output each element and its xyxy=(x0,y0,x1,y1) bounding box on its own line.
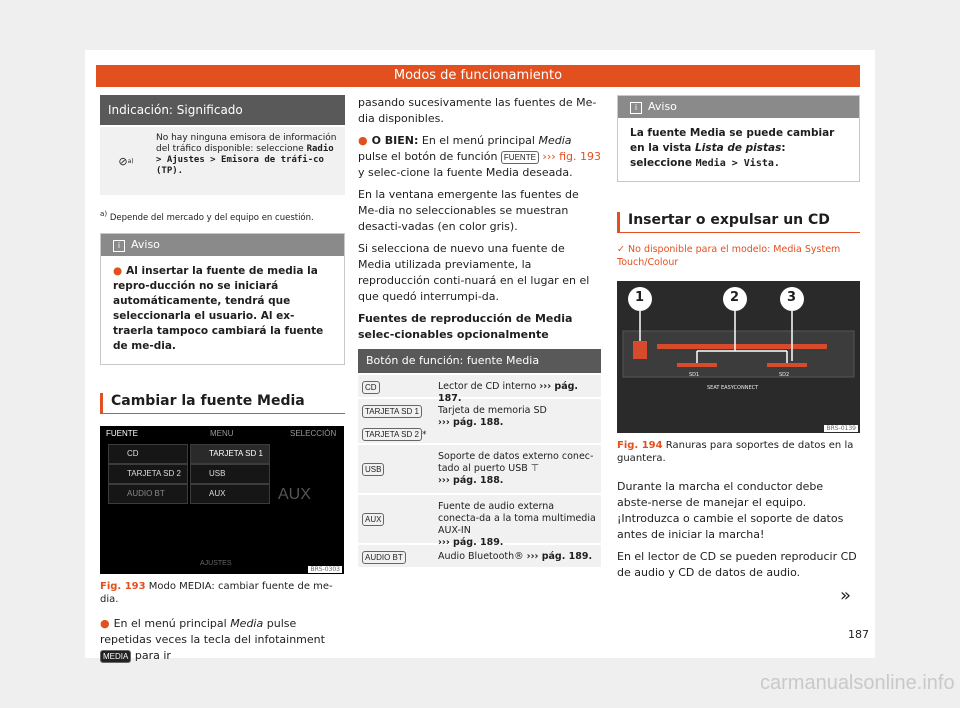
para-text-c: para ir xyxy=(134,648,171,662)
brand-label: SEAT EASYCONNECT xyxy=(707,385,759,391)
check-icon: ✓ xyxy=(617,244,625,255)
aviso-text: Al insertar la fuente de media la repro-ducción no se iniciará automáticamente, tendrá que seleccionarla el usuario. Al ex-traerla tampoco cambiará la fuente de me-dia. xyxy=(113,264,324,352)
indicator-text: No hay ninguna emisora de información del tráfico disponible: seleccione xyxy=(156,133,337,154)
row-text: Lector de CD interno xyxy=(438,381,537,392)
audio-bt-key: AUDIO BT xyxy=(362,551,406,564)
source-sd2 xyxy=(108,464,188,484)
bullet-icon: ● xyxy=(358,134,368,147)
row-text: Audio Bluetooth® xyxy=(438,551,524,562)
indicator-table-row xyxy=(100,127,345,195)
watermark: carmanualsonline.info xyxy=(760,672,955,694)
desc-cell xyxy=(434,445,601,493)
desc-cell xyxy=(434,399,601,443)
row-ref[interactable]: ››› pág. 187. xyxy=(438,381,579,404)
figure-media-screen xyxy=(100,426,344,574)
aviso-box xyxy=(100,233,345,365)
traffic-off-icon: ⊘ xyxy=(118,154,128,168)
sd1-key: TARJETA SD 1 xyxy=(362,405,422,418)
aviso-title: Aviso xyxy=(648,100,677,113)
row-text: Soporte de datos externo conec-tado al puerto USB xyxy=(438,451,594,474)
footnote-text: Depende del mercado y del equipo en cuestión. xyxy=(109,212,314,223)
row-text: Fuente de audio externa conecta-da a la toma multimedia AUX-IN xyxy=(438,501,596,536)
paragraph-1: Durante la marcha el conductor debe abste-nerse de manejar el equipo. ¡Introduzca o cambie el soporte de datos antes de iniciar la marcha! xyxy=(617,480,844,541)
media-key-icon: MEDIA xyxy=(100,650,131,663)
para-text-a: En el menú principal xyxy=(113,616,227,630)
key-cell xyxy=(358,445,434,493)
indicator-meaning xyxy=(152,127,345,195)
callout-3: 3 xyxy=(787,290,797,305)
tab-menu: MENU xyxy=(210,428,234,438)
figure-glovebox-slots xyxy=(617,281,860,433)
aviso-header xyxy=(618,96,859,118)
no-traffic-indicator xyxy=(100,127,152,195)
o-bien: O BIEN: xyxy=(371,134,419,147)
fuente-key: FUENTE xyxy=(501,151,539,164)
figure-caption xyxy=(100,580,345,606)
indicator-menu-path: Radio > Ajustes > Emisora de tráfi-co (TP). xyxy=(156,144,334,176)
table-row xyxy=(358,495,601,548)
key-cell xyxy=(358,545,434,567)
p2-text-c: y selec-cione la fuente Media deseada. xyxy=(358,166,573,179)
desc-cell xyxy=(434,545,601,567)
row-ref[interactable]: ››› pág. 189. xyxy=(526,551,593,562)
page-number: 187 xyxy=(848,628,869,641)
tab-fuente: FUENTE xyxy=(106,428,138,438)
sd2-key: TARJETA SD 2 xyxy=(362,428,422,441)
source-aux xyxy=(190,484,270,504)
figure-number: Fig. 194 xyxy=(617,440,663,451)
source-cd xyxy=(108,444,188,464)
key-cell xyxy=(358,375,434,397)
slot-sd2-label: SD2 xyxy=(779,372,790,378)
aviso-header xyxy=(101,234,344,256)
bullet-icon: ● xyxy=(100,616,110,630)
continue-arrow: » xyxy=(840,585,852,606)
aviso-title: Aviso xyxy=(131,237,160,251)
slot-sd1-label: SD1 xyxy=(689,372,700,378)
row-ref[interactable]: ››› pág. 189. xyxy=(438,537,504,548)
aviso-body xyxy=(101,256,344,364)
current-source-label: AUX xyxy=(278,485,311,503)
source-sd2-label: TARJETA SD 2 xyxy=(127,468,181,478)
aviso-text-b: : seleccione xyxy=(630,142,786,169)
tab-seleccion: SELECCIÓN xyxy=(290,428,337,438)
info-icon: i xyxy=(630,102,642,114)
usb-icon: ⊤ xyxy=(530,463,540,474)
key-cell xyxy=(358,399,434,443)
source-usb xyxy=(190,464,270,484)
para-media: Media xyxy=(230,616,264,630)
page-header: Modos de funcionamiento xyxy=(96,65,860,87)
table-row xyxy=(358,545,601,567)
desc-cell xyxy=(434,495,601,548)
info-icon: i xyxy=(113,240,125,252)
source-table xyxy=(358,349,601,567)
figure-id: BRS-0303 xyxy=(310,565,340,573)
aviso-text-a: La fuente Media se puede cambiar en la vista xyxy=(630,127,835,154)
aviso-box xyxy=(617,95,860,182)
model-note xyxy=(617,243,860,269)
usb-key: USB xyxy=(362,463,384,476)
desc-cell xyxy=(434,375,601,404)
aviso-menu-path: Media > Vista. xyxy=(695,158,780,169)
table-row xyxy=(358,445,601,493)
table-row xyxy=(358,399,601,443)
aviso-italic: Lista de pistas xyxy=(695,142,782,154)
callout-1: 1 xyxy=(635,290,645,305)
section-title: Cambiar la fuente Media xyxy=(100,393,345,414)
aux-key: AUX xyxy=(362,513,384,526)
ajustes-label: AJUSTES xyxy=(200,559,232,567)
source-cd-label: CD xyxy=(127,448,139,458)
model-note-text: No disponible para el modelo: Media System Touch/Colour xyxy=(617,244,841,268)
source-aux-label: AUX xyxy=(209,488,226,498)
source-bt-label: AUDIO BT xyxy=(127,488,165,498)
subheading: Fuentes de reproducción de Media selec-cionables opcionalmente xyxy=(358,312,573,341)
p2-text-a: En el menú principal xyxy=(421,134,535,147)
figure-id: BRS-0139 xyxy=(826,425,856,432)
aviso-body xyxy=(618,118,859,181)
section-title: Insertar o expulsar un CD xyxy=(617,212,860,233)
fig-link[interactable]: ››› fig. 193 xyxy=(542,150,602,163)
cd-key: CD xyxy=(362,381,380,394)
paragraph-4: Si selecciona de nuevo una fuente de Media utilizada previamente, la reproducción conti-nuará en el lugar en el que quedó interrumpi-da. xyxy=(358,242,590,303)
optional-star: * xyxy=(421,430,427,440)
paragraph-2: En el lector de CD se pueden reproducir CD de audio y CD de datos de audio. xyxy=(617,550,857,579)
p2-text-b: pulse el botón de función xyxy=(358,150,498,163)
column-middle xyxy=(358,95,601,567)
source-bt xyxy=(108,484,188,504)
table-row xyxy=(358,375,601,404)
source-sd1 xyxy=(190,444,270,464)
p2-media: Media xyxy=(538,134,572,147)
row-text: Tarjeta de memoria SD xyxy=(438,405,547,416)
column-right xyxy=(617,95,860,581)
indicator-table-header: Indicación: Significado xyxy=(100,95,345,125)
footnote-ref: a) xyxy=(127,157,134,165)
media-paragraph xyxy=(100,616,345,664)
source-table-header: Botón de función: fuente Media xyxy=(358,349,601,373)
row-ref[interactable]: ››› pág. 188. xyxy=(438,417,504,428)
paragraph-1: pasando sucesivamente las fuentes de Me-dia disponibles. xyxy=(358,96,597,125)
paragraph-3: En la ventana emergente las fuentes de Me-dia no seleccionables se muestran desacti-vadas (en color gris). xyxy=(358,188,579,233)
para-text-b: pulse repetidas veces la tecla del infotainment xyxy=(100,616,325,646)
figure-caption-text: Ranuras para soportes de datos en la guantera. xyxy=(617,440,854,464)
source-sd1-label: TARJETA SD 1 xyxy=(209,448,263,458)
figure-caption xyxy=(617,439,860,465)
figure-number: Fig. 193 xyxy=(100,580,146,592)
bullet-icon: ● xyxy=(113,264,123,277)
paragraph-2 xyxy=(358,133,601,181)
footnote-mark: a) xyxy=(100,209,108,218)
key-cell xyxy=(358,495,434,543)
row-ref[interactable]: ››› pág. 188. xyxy=(438,475,504,486)
column-left xyxy=(100,95,345,664)
source-usb-label: USB xyxy=(209,468,226,478)
figure-caption-text: Modo MEDIA: cambiar fuente de me-dia. xyxy=(100,580,333,605)
infotainment-screen xyxy=(100,426,344,574)
footnote xyxy=(100,209,345,223)
callout-2: 2 xyxy=(730,290,740,305)
